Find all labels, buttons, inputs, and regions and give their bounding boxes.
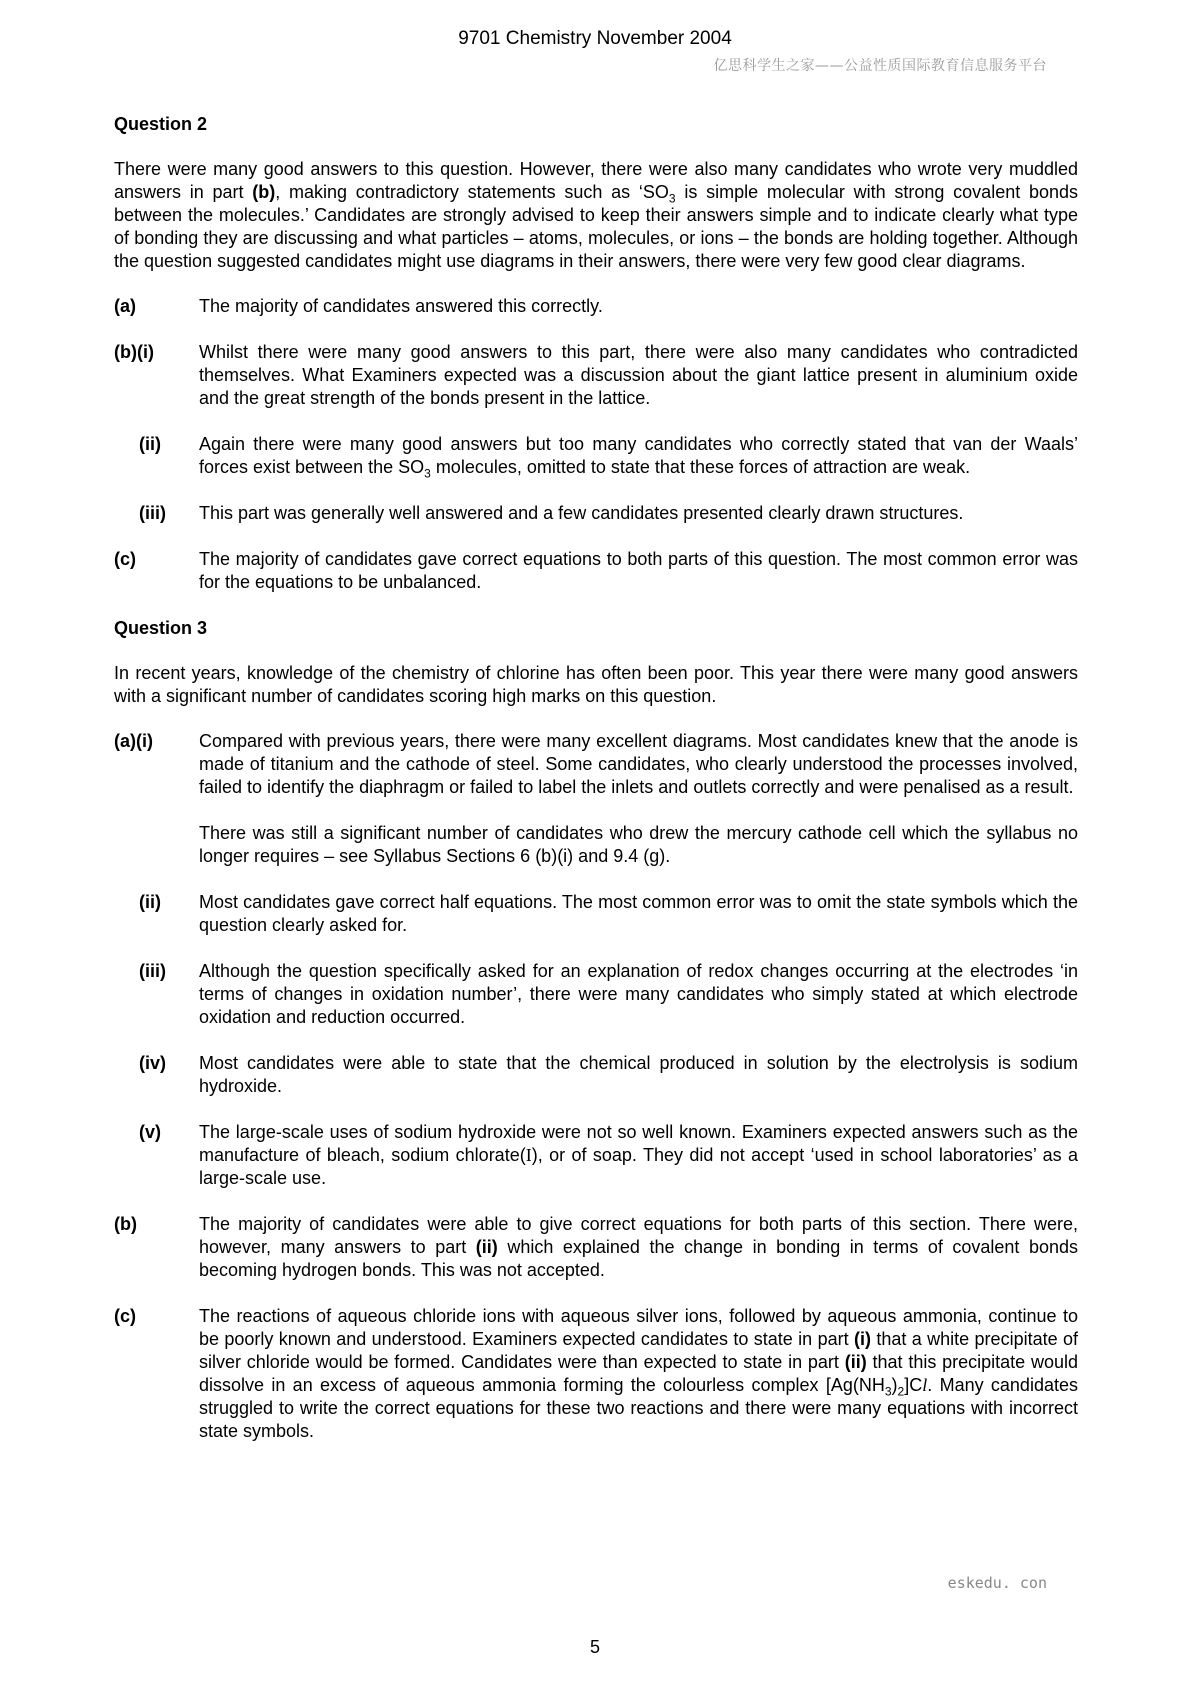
q2-part-b-ii bbox=[114, 433, 1078, 479]
part-label: (b) bbox=[114, 1214, 137, 1234]
part-text: The majority of candidates answered this correctly. bbox=[199, 296, 603, 316]
watermark-text: 亿思科学生之家——公益性质国际教育信息服务平台 bbox=[713, 58, 1047, 74]
part-text bbox=[199, 730, 1078, 868]
q3-part-a-iii bbox=[114, 960, 1078, 1029]
part-label: (c) bbox=[114, 1306, 136, 1326]
q2-part-b-i bbox=[114, 341, 1078, 410]
part-label: (c) bbox=[114, 549, 136, 569]
part-text: Again there were many good answers but too many candidates who correctly stated that van der Waals’ forces exist between the $SO_3$ molecules, omitted to state that these forces of attraction are weak. bbox=[199, 434, 1078, 481]
part-text: Most candidates gave correct half equations. The most common error was to omit the state symbols which the question clearly asked for. bbox=[199, 892, 1078, 935]
paragraph: There was still a significant number of candidates who drew the mercury cathode cell which the syllabus no longer requires – see Syllabus Sections 6 (b)(i) and 9.4 (g). bbox=[199, 823, 1078, 866]
part-label: (ii) bbox=[139, 892, 161, 912]
part-text: The reactions of aqueous chloride ions with aqueous silver ions, followed by aqueous ammonia, continue to be poorly known and understood. Examiners expected candidates to state in part (i) that a white precipitate of silver chloride would be formed. Candidates were than expected to state in part (ii) that this precipitate would dissolve in an excess of aqueous ammonia forming the colourless complex $[Ag(NH_3)_2]Cl$. Many candidates struggled to write the correct equations for these two reactions and there were many equations with incorrect state symbols. bbox=[199, 1306, 1078, 1441]
page-header-title: 9701 Chemistry November 2004 bbox=[458, 28, 732, 49]
q3-part-a-iv bbox=[114, 1052, 1078, 1098]
q2-part-c bbox=[114, 548, 1078, 594]
part-text: The majority of candidates were able to give correct equations for both parts of this section. There were, however, many answers to part (ii) which explained the change in bonding in terms of covalent bonds becoming hydrogen bonds. This was not accepted. bbox=[199, 1214, 1078, 1280]
q3-part-a-i bbox=[114, 730, 1078, 868]
part-label: (v) bbox=[139, 1122, 161, 1142]
question-2-heading: Question 2 bbox=[114, 114, 208, 134]
part-label: (a)(i) bbox=[114, 731, 153, 751]
part-text: This part was generally well answered and a few candidates presented clearly drawn structures. bbox=[199, 503, 964, 523]
question-3-intro: In recent years, knowledge of the chemistry of chlorine has often been poor. This year there were many good answers with a significant number of candidates scoring high marks on this question. bbox=[114, 663, 1078, 706]
part-text: Although the question specifically asked for an explanation of redox changes occurring at the electrodes ‘in terms of changes in oxidation number’, there were many candidates who simply stated at which electrode oxidation and reduction occurred. bbox=[199, 961, 1078, 1027]
part-label: (iv) bbox=[139, 1053, 166, 1073]
part-text: Whilst there were many good answers to this part, there were also many candidates who contradicted themselves. What Examiners expected was a discussion about the giant lattice present in aluminium oxide and the great strength of the bonds present in the lattice. bbox=[199, 342, 1078, 408]
part-text: Most candidates were able to state that the chemical produced in solution by the electrolysis is sodium hydroxide. bbox=[199, 1053, 1078, 1096]
q3-part-a-ii bbox=[114, 891, 1078, 937]
q2-part-a bbox=[114, 295, 1078, 318]
part-text: The majority of candidates gave correct equations to both parts of this question. The most common error was for the equations to be unbalanced. bbox=[199, 549, 1078, 592]
document-body bbox=[114, 113, 1078, 1466]
q2-part-b-iii bbox=[114, 502, 1078, 525]
paragraph: Compared with previous years, there were many excellent diagrams. Most candidates knew that the anode is made of titanium and the cathode of steel. Some candidates, who clearly understood the processes involved, failed to identify the diaphragm or failed to label the inlets and outlets correctly and were penalised as a result. bbox=[199, 731, 1078, 797]
part-label: (a) bbox=[114, 296, 136, 316]
part-label: (b)(i) bbox=[114, 342, 154, 362]
part-label: (iii) bbox=[139, 961, 166, 981]
footer-site-mark: eskedu. con bbox=[947, 1574, 1047, 1592]
q3-part-c bbox=[114, 1305, 1078, 1443]
q3-part-b bbox=[114, 1213, 1078, 1282]
part-label: (iii) bbox=[139, 503, 166, 523]
question-3-heading: Question 3 bbox=[114, 618, 208, 638]
q3-part-a-v bbox=[114, 1121, 1078, 1190]
part-label: (ii) bbox=[139, 434, 161, 454]
question-2-intro: There were many good answers to this question. However, there were also many candidates who wrote very muddled answers in part (b), making contradictory statements such as ‘$SO_3$ is simple molecular with strong covalent bonds between the molecules.’ Candidates are strongly advised to keep their answers simple and to indicate clearly what type of bonding they are discussing and what particles – atoms, molecules, or ions – the bonds are holding together. Although the question suggested candidates might use diagrams in their answers, there were very few good clear diagrams. bbox=[114, 159, 1079, 271]
page-number: 5 bbox=[589, 1637, 600, 1657]
part-text: The large-scale uses of sodium hydroxide were not so well known. Examiners expected answers such as the manufacture of bleach, sodium chlorate(I), or of soap. They did not accept ‘used in school laboratories’ as a large-scale use. bbox=[199, 1122, 1078, 1188]
